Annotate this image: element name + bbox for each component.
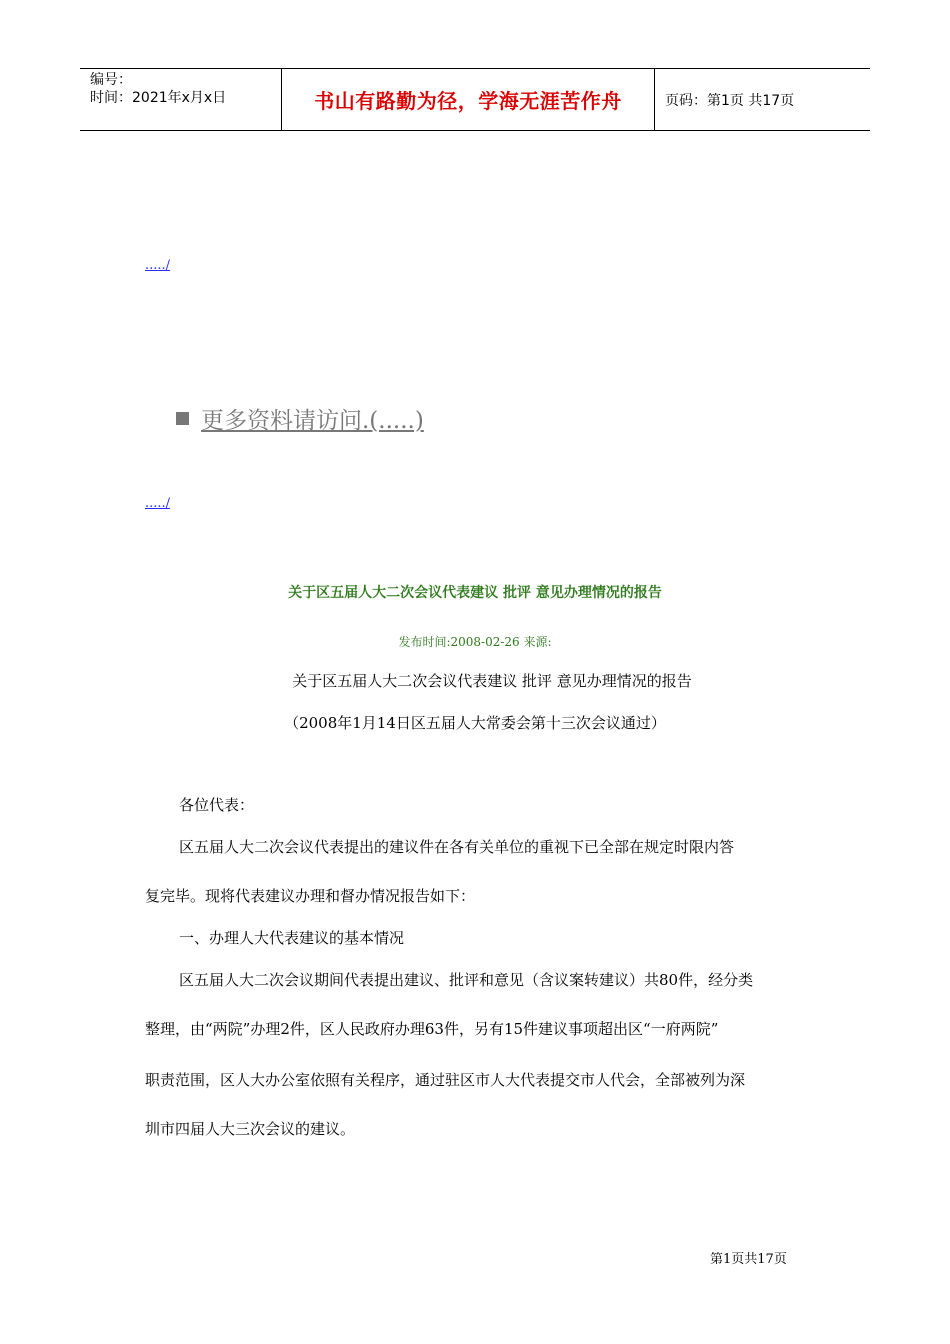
body-line: 复完毕。现将代表建议办理和督办情况报告如下： bbox=[145, 887, 476, 905]
header-meta bbox=[90, 71, 280, 107]
article-heading: 关于区五届人大二次会议代表建议 批评 意见办理情况的报告 bbox=[288, 585, 662, 601]
publish-info: 发布时间:2008-02-26 来源: bbox=[398, 635, 552, 649]
report-subtitle: （2008年1月14日区五届人大常委会第十三次会议通过） bbox=[284, 714, 666, 732]
square-bullet-icon bbox=[176, 412, 189, 425]
report-title: 关于区五届人大二次会议代表建议 批评 意见办理情况的报告 bbox=[292, 672, 692, 690]
body-line: 整理，由“两院”办理2件，区人民政府办理63件，另有15件建议事项超出区“一府两院” bbox=[145, 1020, 719, 1038]
more-info-link[interactable]: 更多资料请访问.(.....) bbox=[201, 408, 424, 434]
section-heading: 一、办理人大代表建议的基本情况 bbox=[179, 929, 405, 947]
body-line: 区五届人大二次会议期间代表提出建议、批评和意见（含议案转建议）共80件，经分类 bbox=[179, 971, 754, 989]
time-label: 时间：2021年x月x日 bbox=[90, 90, 227, 106]
salutation: 各位代表： bbox=[179, 796, 255, 814]
header-page-number: 页码：第1页 共17页 bbox=[665, 92, 795, 109]
number-label: 编号： bbox=[90, 72, 132, 88]
dots-link-top[interactable]: ...../ bbox=[145, 258, 171, 273]
header-motto: 书山有路勤为径，学海无涯苦作舟 bbox=[314, 89, 622, 113]
page-header bbox=[80, 68, 870, 131]
body-line: 圳市四届人大三次会议的建议。 bbox=[145, 1120, 356, 1138]
more-info-row bbox=[176, 402, 424, 435]
page-footer: 第1页共17页 bbox=[710, 1252, 787, 1267]
body-line: 区五届人大二次会议代表提出的建议件在各有关单位的重视下已全部在规定时限内答 bbox=[179, 838, 735, 856]
body-line: 职责范围，区人大办公室依照有关程序，通过驻区市人大代表提交市人代会，全部被列为深 bbox=[145, 1071, 746, 1089]
header-divider bbox=[654, 69, 655, 130]
dots-link-bottom[interactable]: ...../ bbox=[145, 496, 171, 511]
